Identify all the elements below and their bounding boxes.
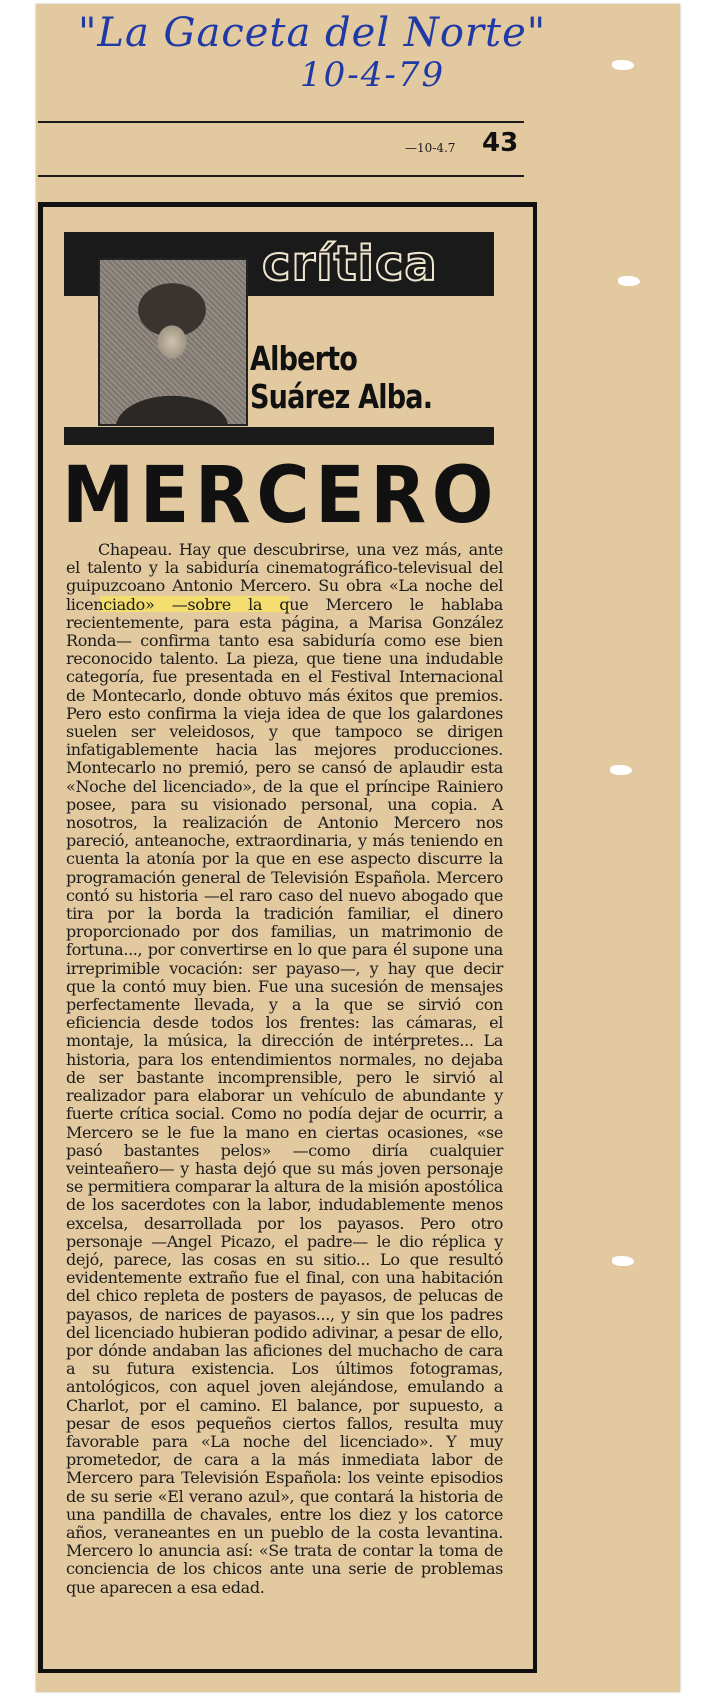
page-number: 43 (482, 128, 519, 158)
author-first-name: Alberto (250, 339, 358, 378)
page-date: —10-4.7 (405, 141, 460, 155)
section-footer-bar (64, 427, 494, 445)
author-photo (98, 258, 248, 426)
author-byline (250, 340, 432, 416)
article-body: Chapeau. Hay que descubrirse, una vez más, ante el talento y la sabiduría cinematográfico-televisual del guipuzcoano Antonio Mercero. Su obra «La noche del licenciado» —sobre la que Mercero le hablaba recientemente, para esta página, a Marisa González Ronda— confirma tanto esa sabiduría como ese bien reconocido talento. La pieza, que tiene una indudable categoría, fue presentada en el Festival Internacional de Montecarlo, donde obtuvo más éxitos que premios. Pero esto confirma la vieja idea de que los galardones suelen ser veleidosos, y que tampoco se dirigen infatigablemente hacia las mejores producciones. Montecarlo no premió, pero se cansó de aplaudir esta «Noche del licenciado», de la que el príncipe Rainiero posee, para su visionado personal, una copia. A nosotros, la realización de Antonio Mercero nos pareció, anteanoche, extraordinaria, y más teniendo en cuenta la atonía por la que en ese aspecto discurre la programación general de Televisión Española. Mercero contó su historia —el raro caso del nuevo abogado que tira por la borda la tradición familiar, el dinero proporcionado por dos familias, un matrimonio de fortuna..., por convertirse en lo que para él supone una irreprimible vocación: ser payaso—, y hay que decir que la contó muy bien. Fue una sucesión de mensajes perfectamente llevada, y a la que se sirvió con eficiencia desde todos los frentes: las cámaras, el montaje, la música, la dirección de intérpretes... La historia, para los entendimientos normales, no dejaba de ser bastante incomprensible, pero le sirvió al realizador para elaborar un vehículo de abundante y fuerte crítica social. Como no podía dejar de ocurrir, a Mercero se le fue la mano en ciertas ocasiones, «se pasó bastantes pelos» —como diría cualquier veinteañero— y hasta dejó que su más joven personaje se permitiera comparar la altura de la misión apostólica de los sacerdotes con la labor, indudablemente menos excelsa, desarrollada por los payasos. Pero otro personaje —Angel Picazo, el padre— le dio réplica y dejó, parece, las cosas en su sitio... Lo que resultó evidentemente extraño fue el final, con una habitación del chico repleta de posters de payasos, de pelucas de payasos, de narices de payasos..., y sin que los padres del licenciado hubieran podido adivinar, a pesar de ello, por dónde andaban las aficiones del muchacho de cara a su futura existencia. Los últimos fotogramas, antológicos, con aquel joven alejándose, emulando a Charlot, por el camino. El balance, por supuesto, a pesar de esos pequeños ciertos fallos, resulta muy favorable para «La noche del licenciado». Y muy prometedor, de cara a la más inmediata labor de Mercero para Televisión Española: los veinte episodios de su serie «El verano azul», que contará la historia de una pandilla de chavales, entre los diez y los catorce años, veraneantes en un pueblo de la costa levantina. Mercero lo anuncia así: «Se trata de contar la toma de conciencia de los chicos ante una serie de problemas que aparecen a esa edad. (66, 540, 503, 1597)
article-headline: MERCERO (62, 451, 499, 541)
section-title: crítica (262, 236, 438, 292)
author-last-name: Suárez Alba. (250, 377, 433, 416)
paper-tear (618, 276, 640, 286)
paper-tear (612, 1256, 634, 1266)
header-rule-bottom (38, 175, 524, 177)
paper-tear (612, 60, 634, 70)
handwritten-date: 10-4-79 (300, 55, 446, 95)
paper-tear (610, 765, 632, 775)
header-rule-top (38, 121, 524, 123)
handwritten-publication: "La Gaceta del Norte" (78, 10, 547, 56)
